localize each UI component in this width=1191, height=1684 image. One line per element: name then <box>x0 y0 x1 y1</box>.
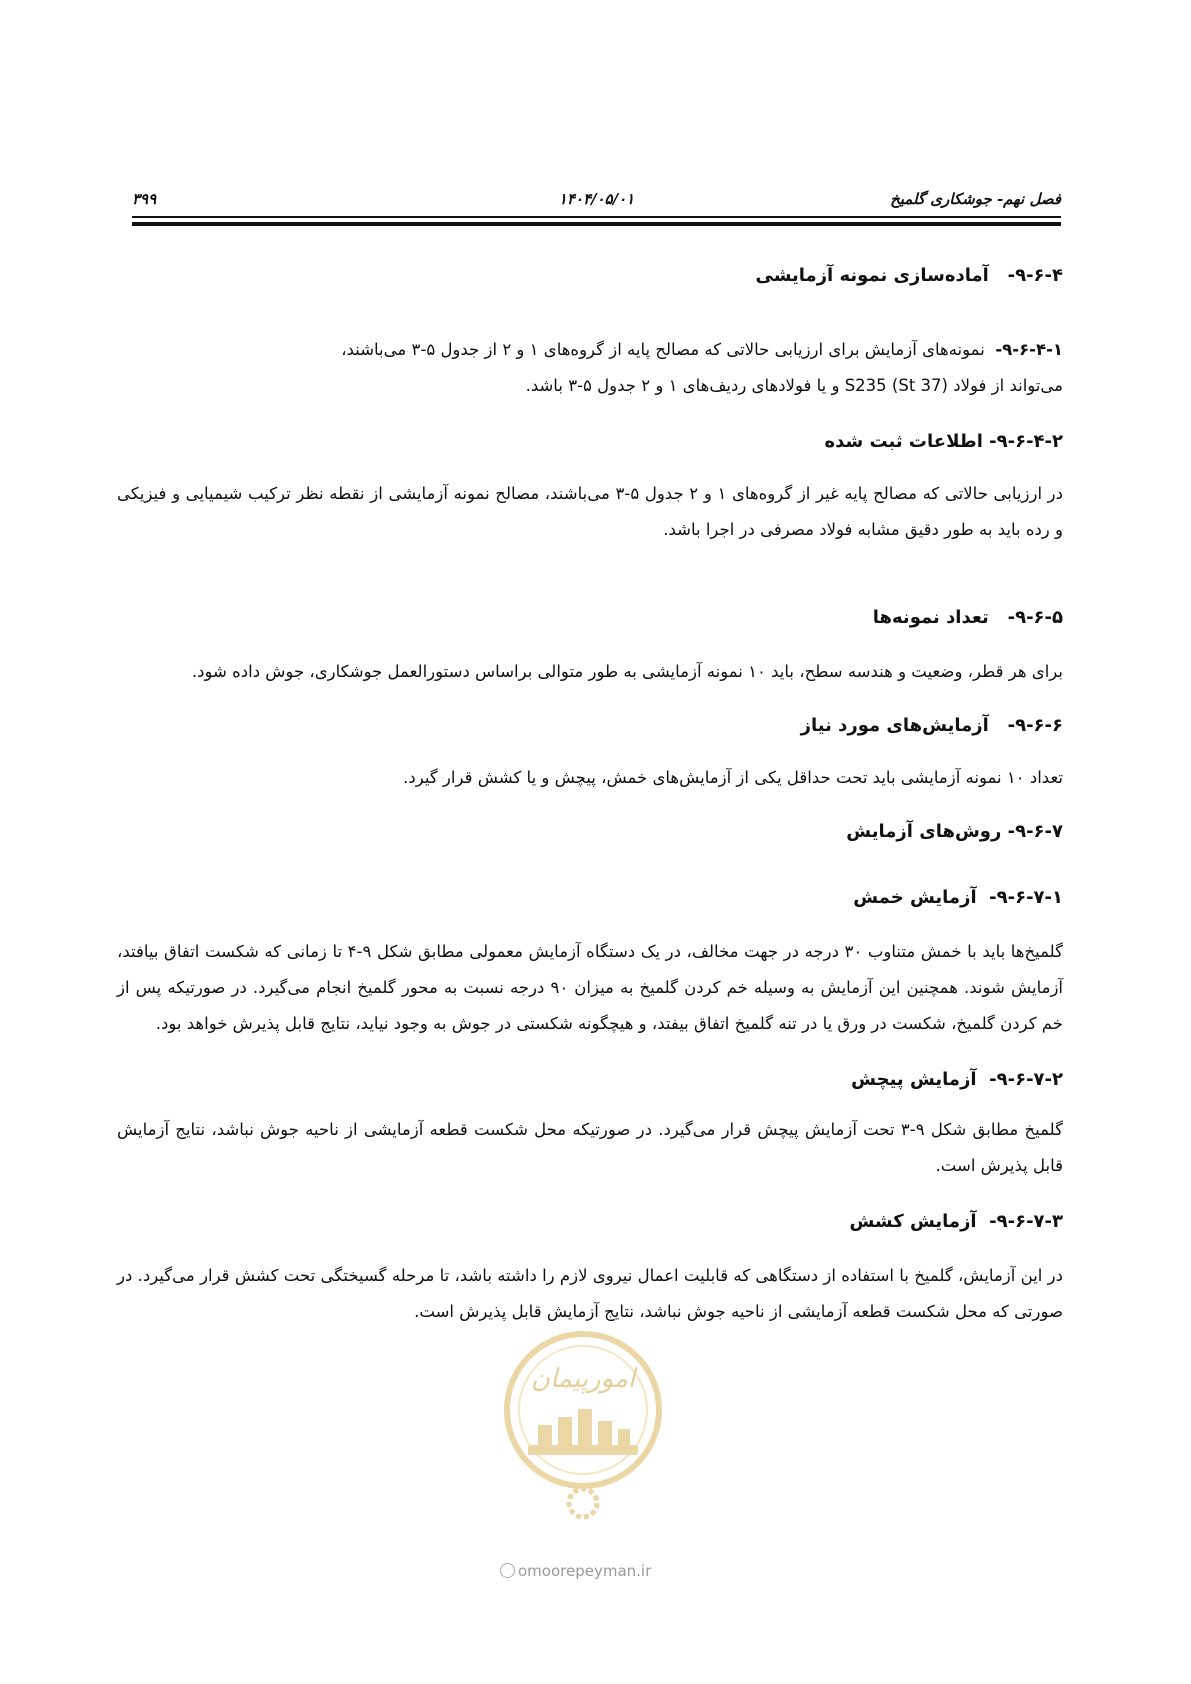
section-title: آزمایش‌های مورد نیاز <box>800 715 989 736</box>
page-number: ۳۹۹ <box>132 190 157 208</box>
paragraph: گلمیخ مطابق شکل ۹-۳ تحت آزمایش پیچش قرار می‌گیرد. در صورتیکه محل شکست قطعه آزمایشی از ناحیه جوش نباشد، نتایج آزمایش قابل پذیرش است. <box>117 1120 1063 1175</box>
section-heading <box>117 712 1063 740</box>
section-title: آزمایش خمش <box>853 887 977 908</box>
section-number: ۹-۶-۴-۱- <box>995 340 1063 359</box>
section-number: ۹-۶-۷-۲- <box>989 1069 1063 1090</box>
section-title: آزمایش پیچش <box>851 1069 977 1090</box>
paragraph: گلمیخ‌ها باید با خمش متناوب ۳۰ درجه در جهت مخالف، در یک دستگاه آزمایش معمولی مطابق شکل ۹-۴ تا زمانی که شکست اتفاق بیافتد، آزمایش شوند. همچنین این آزمایش به وسیله خم کردن گلمیخ به میزان ۹۰ درجه نسبت به محور گلمیخ انجام می‌گیرد. در صورتیکه پس از خم کردن گلمیخ، شکست در ورق یا در تنه گلمیخ اتفاق بیفتد، و هیچگونه شکستی در جوش به وجود نیاید، نتایج قابل پذیرش خواهد بود. <box>117 942 1063 1033</box>
section-number: ۹-۶-۷-۱- <box>989 887 1063 908</box>
paragraph-text: نمونه‌های آزمایش برای ارزیابی حالاتی که مصالح پایه از گروه‌های ۱ و ۲ از جدول ۵-۳ می‌باشند، <box>341 340 985 359</box>
section-heading <box>117 428 1063 456</box>
watermark-logo-text: امورپیمان <box>530 1364 636 1394</box>
watermark-site-text: omoorepeyman.ir <box>518 1562 652 1580</box>
section-number: ۹-۶-۴- <box>1007 265 1063 286</box>
paragraph <box>117 332 1063 368</box>
section-heading <box>117 262 1063 290</box>
header-date: ۱۴۰۴/۰۵/۰۱ <box>558 190 635 208</box>
section-title: آماده‌سازی نمونه آزمایشی <box>755 265 989 286</box>
paragraph: تعداد ۱۰ نمونه آزمایشی باید تحت حداقل یکی از آزمایش‌های خمش، پیچش و یا کشش قرار گیرد. <box>403 768 1063 787</box>
header-rule-thin <box>132 216 1061 218</box>
header-rule-thick <box>132 222 1061 226</box>
section-heading <box>117 818 1063 846</box>
watermark-logo <box>498 1325 668 1525</box>
paragraph: برای هر قطر، وضعیت و هندسه سطح، باید ۱۰ نمونه آزمایشی به طور متوالی براساس دستورالعمل جوشکاری، جوش داده شود. <box>191 662 1063 681</box>
paragraph: در این آزمایش، گلمیخ با استفاده از دستگاهی که قابلیت اعمال نیروی لازم را داشته باشد، تا مرحله گسیختگی تحت کشش قرار می‌گیرد. در صورتی که محل شکست قطعه آزمایشی از ناحیه جوش نباشد، نتایج آزمایش قابل پذیرش است. <box>117 1266 1063 1321</box>
section-heading <box>117 884 1063 912</box>
paragraph: در ارزیابی حالاتی که مصالح پایه غیر از گروه‌های ۱ و ۲ جدول ۵-۳ می‌باشند، مصالح نمونه آزمایشی از نقطه نظر ترکیب شیمیایی و فیزیکی و رده باید به طور دقیق مشابه فولاد مصرفی در اجرا باشد. <box>117 484 1063 539</box>
page-header <box>132 190 1061 212</box>
section-heading <box>117 1208 1063 1236</box>
section-heading <box>117 1066 1063 1094</box>
section-title: آزمایش کشش <box>849 1211 977 1232</box>
paragraph-text: می‌تواند از فولاد (S235 (St 37 و یا فولادهای ردیف‌های ۱ و ۲ جدول ۵-۳ باشد. <box>525 376 1063 395</box>
gear-icon <box>500 1563 515 1578</box>
section-title: اطلاعات ثبت شده <box>824 431 983 452</box>
section-title: تعداد نمونه‌ها <box>872 607 989 628</box>
section-number: ۹-۶-۴-۲- <box>989 431 1063 452</box>
page-content <box>117 262 1063 1330</box>
section-number: ۹-۶-۵- <box>1007 607 1063 628</box>
section-title: روش‌های آزمایش <box>846 821 1002 842</box>
section-number: ۹-۶-۷- <box>1007 821 1063 842</box>
watermark-site <box>500 1562 651 1580</box>
chapter-title: فصل نهم- جوشکاری گلمیخ <box>890 190 1061 208</box>
paragraph <box>117 368 1063 404</box>
section-heading <box>117 604 1063 632</box>
section-number: ۹-۶-۷-۳- <box>989 1211 1063 1232</box>
section-number: ۹-۶-۶- <box>1007 715 1063 736</box>
